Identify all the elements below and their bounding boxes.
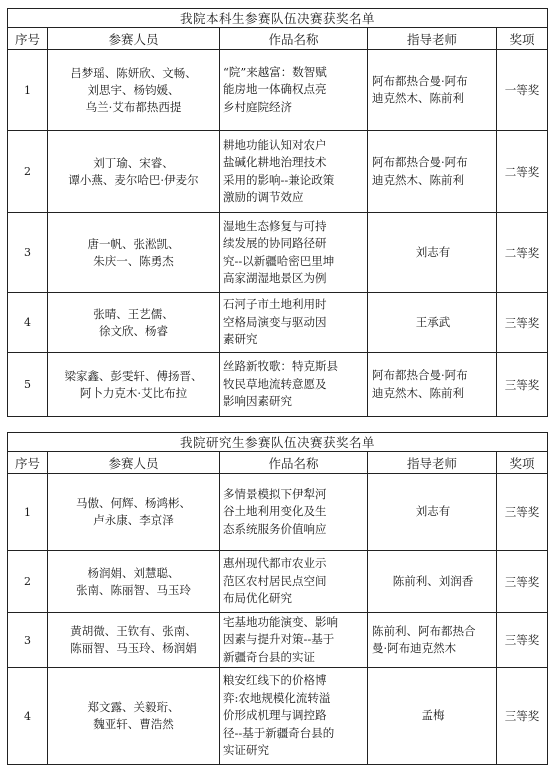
cell-award: 三等奖: [497, 613, 548, 668]
cell-award: 三等奖: [497, 293, 548, 353]
cell-teacher: [368, 353, 497, 417]
teacher-line: 阿布都热合曼·阿布: [372, 73, 468, 88]
members-line: 魏亚轩、曹浩然: [93, 717, 174, 731]
cell-award: 三等奖: [497, 551, 548, 613]
work-title-line: 丝路新牧歌：特克斯县: [223, 359, 338, 374]
cell-no: 4: [8, 293, 48, 353]
table-title: 我院本科生参赛队伍决赛获奖名单: [8, 9, 548, 28]
cell-award: 二等奖: [497, 213, 548, 293]
teacher-line: 迪克然木、陈前利: [372, 91, 464, 105]
cell-teacher: [368, 131, 497, 213]
cell-no: 5: [8, 353, 48, 417]
work-title-line: 态系统服务价值响应: [223, 521, 327, 536]
cell-teacher: [368, 293, 497, 353]
table-row: [8, 213, 548, 293]
cell-work-title: [220, 50, 368, 131]
cell-members: [48, 50, 220, 131]
cell-work-title: [220, 353, 368, 417]
work-title-line: 激励的调节效应: [223, 190, 304, 204]
cell-teacher: [368, 213, 497, 293]
members-line: 徐文欣、杨睿: [99, 323, 168, 338]
teacher-line: 阿布都热合曼·阿布: [372, 368, 468, 382]
column-header-no: 序号: [8, 28, 48, 50]
cell-work-title: [220, 213, 368, 293]
work-title-line: 盐碱化耕地治理技术: [223, 155, 327, 169]
cell-members: [48, 668, 220, 765]
teacher-line: 陈前利、刘润香: [392, 573, 474, 588]
work-title-line: 因素与提升对策--基于: [223, 632, 335, 647]
teacher-line: 迪克然木、陈前利: [372, 385, 464, 400]
teacher-line: 迪克然木、陈前利: [372, 172, 464, 187]
work-title-line: 续发展的协同路径研: [223, 236, 327, 250]
members-line: 马傲、何辉、杨鸿彬、: [76, 496, 191, 510]
table-row: [8, 474, 548, 551]
work-title-line: 新疆奇台县的实证: [223, 649, 315, 664]
cell-no: 3: [8, 613, 48, 668]
teacher-line: 王承武: [415, 314, 451, 329]
cell-no: 1: [8, 50, 48, 131]
work-title-line: “院”来越富：数智赋: [223, 64, 327, 79]
members-line: 吕梦瑶、陈妍欣、文畅、: [70, 65, 197, 80]
members-line: 张晴、王艺儒、: [93, 306, 174, 321]
cell-no: 4: [8, 668, 48, 765]
cell-no: 2: [8, 551, 48, 613]
members-line: 杨润娟、刘慧聪、: [87, 565, 180, 580]
work-title-line: 价形成机理与调控路: [223, 708, 327, 723]
teacher-line: 阿布都热合曼·阿布: [372, 155, 468, 169]
cell-members: [48, 474, 220, 551]
column-header-work: 作品名称: [220, 28, 368, 50]
table-row: [8, 293, 548, 353]
members-line: 陈丽智、马玉玲、杨润娟: [70, 641, 197, 655]
table-row: [8, 613, 548, 668]
graduate-awards-table: [7, 432, 548, 765]
members-line: 刘思宇、杨钧媛、: [87, 82, 180, 97]
members-line: 张南、陈丽智、马玉玲: [76, 582, 191, 597]
work-title-line: 牧民草地流转意愿及: [223, 376, 327, 391]
work-title-line: 究--以新疆哈密巴里坤: [223, 253, 335, 268]
cell-no: 1: [8, 474, 48, 551]
column-header-work: 作品名称: [220, 452, 368, 474]
cell-no: 2: [8, 131, 48, 213]
work-title-line: 惠州现代都市农业示: [223, 556, 327, 571]
cell-award: 一等奖: [497, 50, 548, 131]
table-row: [8, 353, 548, 417]
teacher-line: 曼·阿布迪克然木: [372, 641, 457, 655]
members-line: 乌兰·艾布都热西提: [85, 99, 182, 114]
cell-work-title: [220, 131, 368, 213]
cell-work-title: [220, 474, 368, 551]
cell-award: 三等奖: [497, 474, 548, 551]
members-line: 黄胡微、王钦有、张南、: [70, 624, 197, 638]
teacher-line: 刘志有: [415, 244, 451, 259]
table-row: [8, 551, 548, 613]
cell-teacher: [368, 50, 497, 131]
members-line: 朱庆一、陈勇杰: [93, 253, 174, 268]
work-title-line: 范区农村居民点空间: [223, 573, 327, 588]
work-title-line: 采用的影响--兼论政策: [223, 172, 335, 187]
cell-teacher: [368, 613, 497, 668]
column-header-award: 奖项: [497, 28, 548, 50]
column-header-teacher: 指导老师: [368, 28, 497, 50]
undergrad-awards-table: [7, 8, 548, 417]
members-line: 卢永康、李京泽: [93, 513, 174, 527]
cell-work-title: [220, 668, 368, 765]
work-title-line: 乡村庭院经济: [223, 99, 292, 114]
cell-members: [48, 131, 220, 213]
cell-teacher: [368, 551, 497, 613]
teacher-line: 孟梅: [421, 708, 445, 723]
work-title-line: 素研究: [223, 332, 258, 347]
work-title-line: 多情景模拟下伊犁河: [223, 486, 327, 501]
column-header-no: 序号: [8, 452, 48, 474]
table-title: 我院研究生参赛队伍决赛获奖名单: [8, 433, 548, 452]
cell-no: 3: [8, 213, 48, 293]
members-line: 郑文露、关毅珩、: [87, 700, 180, 714]
work-title-line: 径--基于新疆奇台县的: [223, 725, 335, 740]
table-row: [8, 668, 548, 765]
work-title-line: 能房地一体确权点亮: [223, 82, 327, 97]
cell-work-title: [220, 551, 368, 613]
cell-award: 三等奖: [497, 668, 548, 765]
work-title-line: 布局优化研究: [223, 591, 292, 606]
cell-members: [48, 551, 220, 613]
work-title-line: 影响因素研究: [223, 394, 292, 409]
members-line: 唐一帆、张淞凯、: [87, 236, 180, 251]
work-title-line: 谷土地利用变化及生: [223, 504, 327, 519]
cell-members: [48, 293, 220, 353]
cell-award: 三等奖: [497, 353, 548, 417]
cell-members: [48, 613, 220, 668]
cell-members: [48, 353, 220, 417]
column-header-teacher: 指导老师: [368, 452, 497, 474]
work-title-line: 粮安红线下的价格博: [223, 673, 327, 688]
cell-teacher: [368, 668, 497, 765]
cell-work-title: [220, 293, 368, 353]
cell-members: [48, 213, 220, 293]
work-title-line: 宅基地功能演变、影响: [223, 614, 338, 629]
work-title-line: 耕地功能认知对农户: [223, 137, 327, 152]
column-header-award: 奖项: [497, 452, 548, 474]
work-title-line: 弈:农地规模化流转溢: [223, 690, 331, 705]
teacher-line: 刘志有: [415, 504, 451, 519]
column-header-members: 参赛人员: [48, 452, 220, 474]
members-line: 刘丁瑜、宋睿、: [93, 155, 174, 170]
cell-teacher: [368, 474, 497, 551]
work-title-line: 高家湖湿地景区为例: [223, 271, 327, 285]
column-header-members: 参赛人员: [48, 28, 220, 50]
work-title-line: 实证研究: [223, 743, 269, 758]
members-line: 阿卜力克木·艾比布拉: [79, 385, 188, 400]
work-title-line: 石河子市土地利用时: [223, 297, 327, 312]
work-title-line: 空格局演变与驱动因: [223, 314, 327, 329]
teacher-line: 陈前利、阿布都热合: [372, 623, 476, 638]
table-row: [8, 50, 548, 131]
cell-award: 二等奖: [497, 131, 548, 213]
work-title-line: 湿地生态修复与可持: [223, 218, 327, 233]
table-row: [8, 131, 548, 213]
members-line: 梁家鑫、彭雯轩、傅扬晋、: [64, 368, 203, 383]
members-line: 谭小燕、麦尔哈巴·伊麦尔: [68, 172, 199, 187]
cell-work-title: [220, 613, 368, 668]
